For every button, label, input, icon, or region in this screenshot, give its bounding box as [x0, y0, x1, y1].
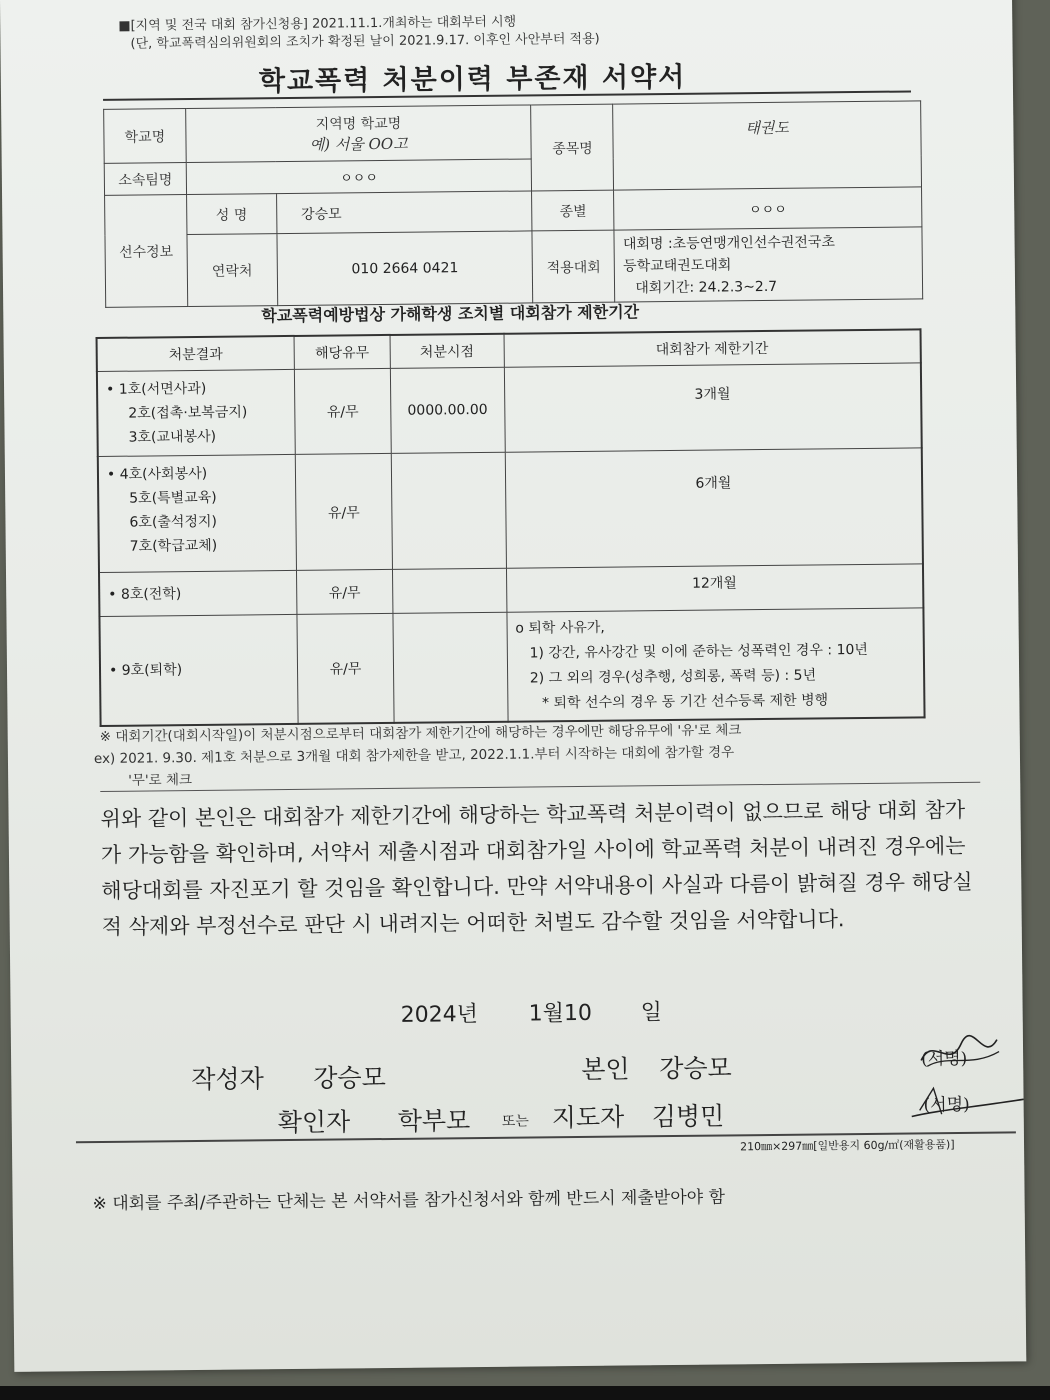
row1-period: 3개월: [504, 363, 922, 452]
guide-name: 김병민: [651, 1101, 725, 1132]
date-day-label: 일: [640, 1000, 663, 1026]
notice-line-2: (단, 학교폭력심의위원회의 조치가 확정된 날이 2021.9.17. 이후인 사안부터 적용): [130, 31, 600, 52]
contact-value: 010 2664 0421: [277, 231, 533, 306]
header-period: 대회참가 제한기간: [504, 329, 921, 367]
division-value: ㅇㅇㅇ: [614, 187, 922, 230]
row4-items: [99, 614, 298, 726]
row3-date: [392, 568, 506, 613]
row4-period: [507, 608, 925, 722]
header-applicable: 해당유무: [294, 335, 390, 370]
competition-cell: [614, 227, 922, 302]
row1-date: 0000.00.00: [390, 367, 505, 453]
list-item: • 1호(서면사과): [106, 380, 207, 398]
row3-items: [99, 570, 297, 616]
name-value: 강승모: [276, 191, 532, 234]
row2-date: [391, 452, 506, 569]
self-label: 본인: [581, 1054, 630, 1084]
school-hint: 지역명 학교명: [315, 115, 402, 133]
note-rule: [100, 782, 980, 792]
header-result: 처분결과: [97, 336, 295, 372]
confirmer-label: 확인자: [277, 1107, 351, 1138]
writer-name: 강승모: [313, 1063, 386, 1093]
list-item: 5호(특별교육): [129, 489, 217, 507]
bottom-edge: [0, 1386, 1050, 1400]
date-month-day: 1월10: [528, 1000, 593, 1027]
player-label: 선수정보: [105, 195, 188, 308]
row2-applicable: 유/무: [295, 453, 392, 570]
row1-applicable: 유/무: [294, 368, 391, 454]
notice-line-1: ■[지역 및 전국 대회 참가신청용] 2021.11.1.개최하는 대회부터 시행: [118, 14, 517, 34]
list-item: 7호(학급교체): [129, 537, 218, 555]
guide-signature-scribble: [907, 1079, 1027, 1126]
note-line-3: '무'로 체크: [128, 772, 193, 789]
division-label: 종별: [532, 190, 614, 231]
or-label: 또는: [501, 1113, 529, 1130]
restriction-heading: 학교폭력예방법상 가해학생 조치별 대회참가 제한기간: [261, 302, 640, 326]
row2-period: 6개월: [505, 448, 923, 568]
event-label: 종목명: [531, 104, 614, 191]
table-row: [99, 608, 924, 726]
list-item: 2) 그 외의 경우(성추행, 성희롱, 폭력 등) : 5년: [529, 667, 817, 687]
self-name: 강승모: [659, 1053, 732, 1084]
self-signature-stamp: (서명): [921, 1048, 968, 1070]
competition-period: 대회기간: 24.2.3~2.7: [635, 278, 778, 296]
confirmer-role: 학부모: [397, 1106, 471, 1136]
guide-signature-stamp: (서명): [923, 1094, 970, 1116]
list-item: • 4호(사회봉사): [106, 465, 208, 483]
row4-date: [393, 612, 508, 723]
row3-applicable: 유/무: [297, 569, 393, 614]
school-label: 학교명: [104, 109, 186, 164]
competition-name-1: 대회명 :초등연맹개인선수권전국초: [622, 233, 836, 252]
player-info-table: [103, 100, 923, 308]
list-item: 1) 강간, 유사강간 및 이에 준하는 성폭력인 경우 : 10년: [529, 641, 868, 662]
table-row: [98, 448, 923, 573]
team-value: ㅇㅇㅇ: [186, 159, 532, 195]
footer-note: ※ 대회를 주최/주관하는 단체는 본 서약서를 참가신청서와 함께 반드시 제출받아야 함: [92, 1187, 726, 1215]
event-value: 태권도: [613, 101, 922, 190]
document-title: 학교폭력 처분이력 부존재 서약서: [258, 61, 687, 98]
date-year: 2024년: [400, 1002, 479, 1028]
competition-name-2: 등학교태권도대회: [623, 256, 732, 274]
table-row: [97, 363, 922, 457]
row4-applicable: 유/무: [297, 613, 394, 723]
note-line-2: ex) 2021. 9.30. 제1호 처분으로 3개월 대회 참가제한을 받고, 2022.1.1.부터 시작하는 대회에 참가할 경우: [93, 744, 735, 768]
guide-label: 지도자: [551, 1102, 625, 1133]
self-signature-scribble: [913, 1030, 1005, 1075]
writer-label: 작성자: [191, 1064, 264, 1095]
list-item: • 9호(퇴학): [108, 662, 183, 679]
header-date: 처분시점: [390, 334, 504, 369]
row1-items: [97, 369, 295, 456]
school-value: 예) 서울 OO고: [309, 134, 408, 154]
list-item: o 퇴학 사유가,: [515, 619, 605, 637]
row2-items: [98, 454, 297, 572]
paper-spec: 210㎜×297㎜[일반용지 60g/㎡(재활용품)]: [739, 1138, 955, 1154]
statement-text: 위와 같이 본인은 대회참가 제한기간에 해당하는 학교폭력 처분이력이 없으므로 해당 대회 참가가 가능함을 확인하며, 서약서 제출시점과 대회참가일 사이에 학교폭력 처분이 내려진 경우에는 해당대회를 자진포기 할 것임을 확인합니다. 만약 서약내용이 사실과 다름이 밝혀질 경우 해당실적 삭제와 부정선수로 판단 시 내려지는 어떠한 처벌도 감수할 것임을 서약합니다.: [100, 797, 973, 939]
list-item: 2호(접촉·보복금지): [128, 404, 248, 422]
list-item: 3호(교내봉사): [128, 428, 217, 446]
list-item: * 퇴학 선수의 경우 동 기간 선수등록 제한 병행: [541, 692, 829, 712]
team-label: 소속팀명: [104, 163, 186, 196]
restriction-table: [96, 328, 926, 727]
school-cell: [186, 105, 532, 163]
name-label: 성 명: [186, 194, 276, 235]
competition-label: 적용대회: [532, 230, 615, 303]
contact-label: 연락처: [187, 234, 278, 307]
note-line-1: ※ 대회기간(대회시작일)이 처분시점으로부터 대회참가 제한기간에 해당하는 경우에만 해당유무에 '유'로 체크: [99, 722, 742, 745]
row3-period: 12개월: [506, 564, 923, 612]
list-item: 6호(출석정지): [129, 513, 218, 531]
list-item: • 8호(전학): [108, 585, 182, 603]
